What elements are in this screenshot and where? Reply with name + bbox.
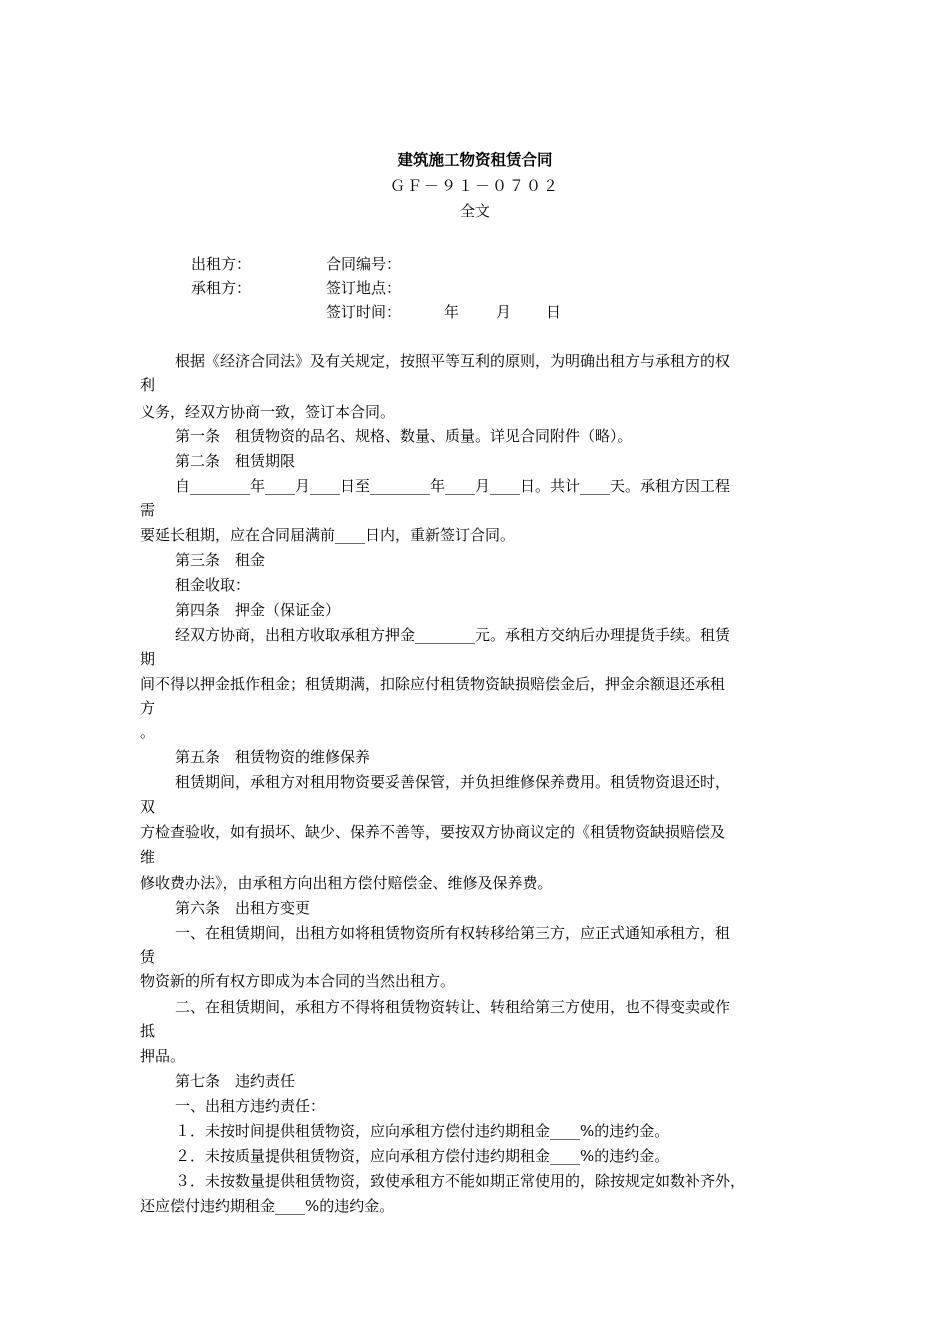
- body-line: 租赁期间，承租方对租用物资要妥善保管，并负担维修保养费用。租赁物资退还时，: [175, 773, 731, 791]
- body-line: 义务，经双方协商一致，签订本合同。: [140, 403, 396, 421]
- body-line: １．未按时间提供租赁物资，应向承租方偿付违约期租金____%的违约金。: [175, 1122, 670, 1140]
- body-line: 双: [140, 798, 156, 816]
- body-line: 物资新的所有权方即成为本合同的当然出租方。: [140, 972, 456, 990]
- document-title: 建筑施工物资租赁合同: [397, 150, 553, 169]
- article-heading: 第六条 出租方变更: [175, 899, 311, 917]
- body-line: 方检查验收，如有损坏、缺少、保养不善等，要按双方协商议定的《租赁物资缺损赔偿及: [140, 823, 726, 841]
- body-line: 方: [140, 699, 156, 717]
- body-line: 修收费办法》，由承租方向出租方偿付赔偿金、维修及保养费。: [140, 874, 553, 892]
- body-line: 一、出租方违约责任：: [175, 1097, 326, 1115]
- fulltext-label: 全文: [459, 202, 490, 220]
- article-heading: 第一条 租赁物资的品名、规格、数量、质量。详见合同附件（略）。: [175, 427, 633, 445]
- lessor-label: 出租方：: [191, 255, 252, 273]
- body-line: 要延长租期，应在合同届满前____日内，重新签订合同。: [140, 526, 516, 544]
- article-heading: 第五条 租赁物资的维修保养: [175, 748, 371, 766]
- body-line: 间不得以押金抵作租金；租赁期满，扣除应付租赁物资缺损赔偿金后，押金余额退还承租: [140, 675, 726, 693]
- body-line: 。: [140, 723, 156, 741]
- body-line: 需: [140, 501, 156, 519]
- body-line: 利: [140, 376, 156, 394]
- body-line: 还应偿付违约期租金____%的违约金。: [140, 1197, 395, 1215]
- sign-year: 年: [444, 303, 460, 321]
- body-line: ２．未按质量提供租赁物资，应向承租方偿付违约期租金____%的违约金。: [175, 1147, 670, 1165]
- body-line: 根据《经济合同法》及有关规定，按照平等互利的原则，为明确出租方与承租方的权: [175, 352, 731, 370]
- body-line: 经双方协商，出租方收取承租方押金________元。承租方交纳后办理提货手续。租赁: [175, 626, 731, 644]
- body-line: 维: [140, 848, 156, 866]
- body-line: 赁: [140, 948, 156, 966]
- article-heading: 第二条 租赁期限: [175, 452, 296, 470]
- body-line: 一、在租赁期间，出租方如将租赁物资所有权转移给第三方，应正式通知承租方，租: [175, 924, 731, 942]
- document-code: ＧＦ－９１－０７０２: [389, 177, 560, 195]
- sign-place-label: 签订地点：: [326, 279, 402, 297]
- sign-day: 日: [546, 303, 562, 321]
- contract-no-label: 合同编号：: [326, 255, 402, 273]
- article-heading: 第三条 租金: [175, 551, 266, 569]
- sign-month: 月: [496, 303, 512, 321]
- body-line: 自________年____月____日至________年____月____日。共计____天。承租方因工程: [175, 477, 731, 495]
- body-line: ３．未按数量提供租赁物资，致使承租方不能如期正常使用的，除按规定如数补齐外，: [175, 1172, 746, 1190]
- lessee-label: 承租方：: [191, 279, 252, 297]
- body-line: 押品。: [140, 1047, 186, 1065]
- body-line: 期: [140, 650, 156, 668]
- sign-time-label: 签订时间：: [326, 303, 402, 321]
- body-line: 抵: [140, 1022, 156, 1040]
- body-line: 租金收取：: [175, 576, 251, 594]
- article-heading: 第七条 违约责任: [175, 1072, 296, 1090]
- body-line: 二、在租赁期间，承租方不得将租赁物资转让、转租给第三方使用，也不得变卖或作: [175, 998, 731, 1016]
- article-heading: 第四条 押金（保证金）: [175, 601, 341, 619]
